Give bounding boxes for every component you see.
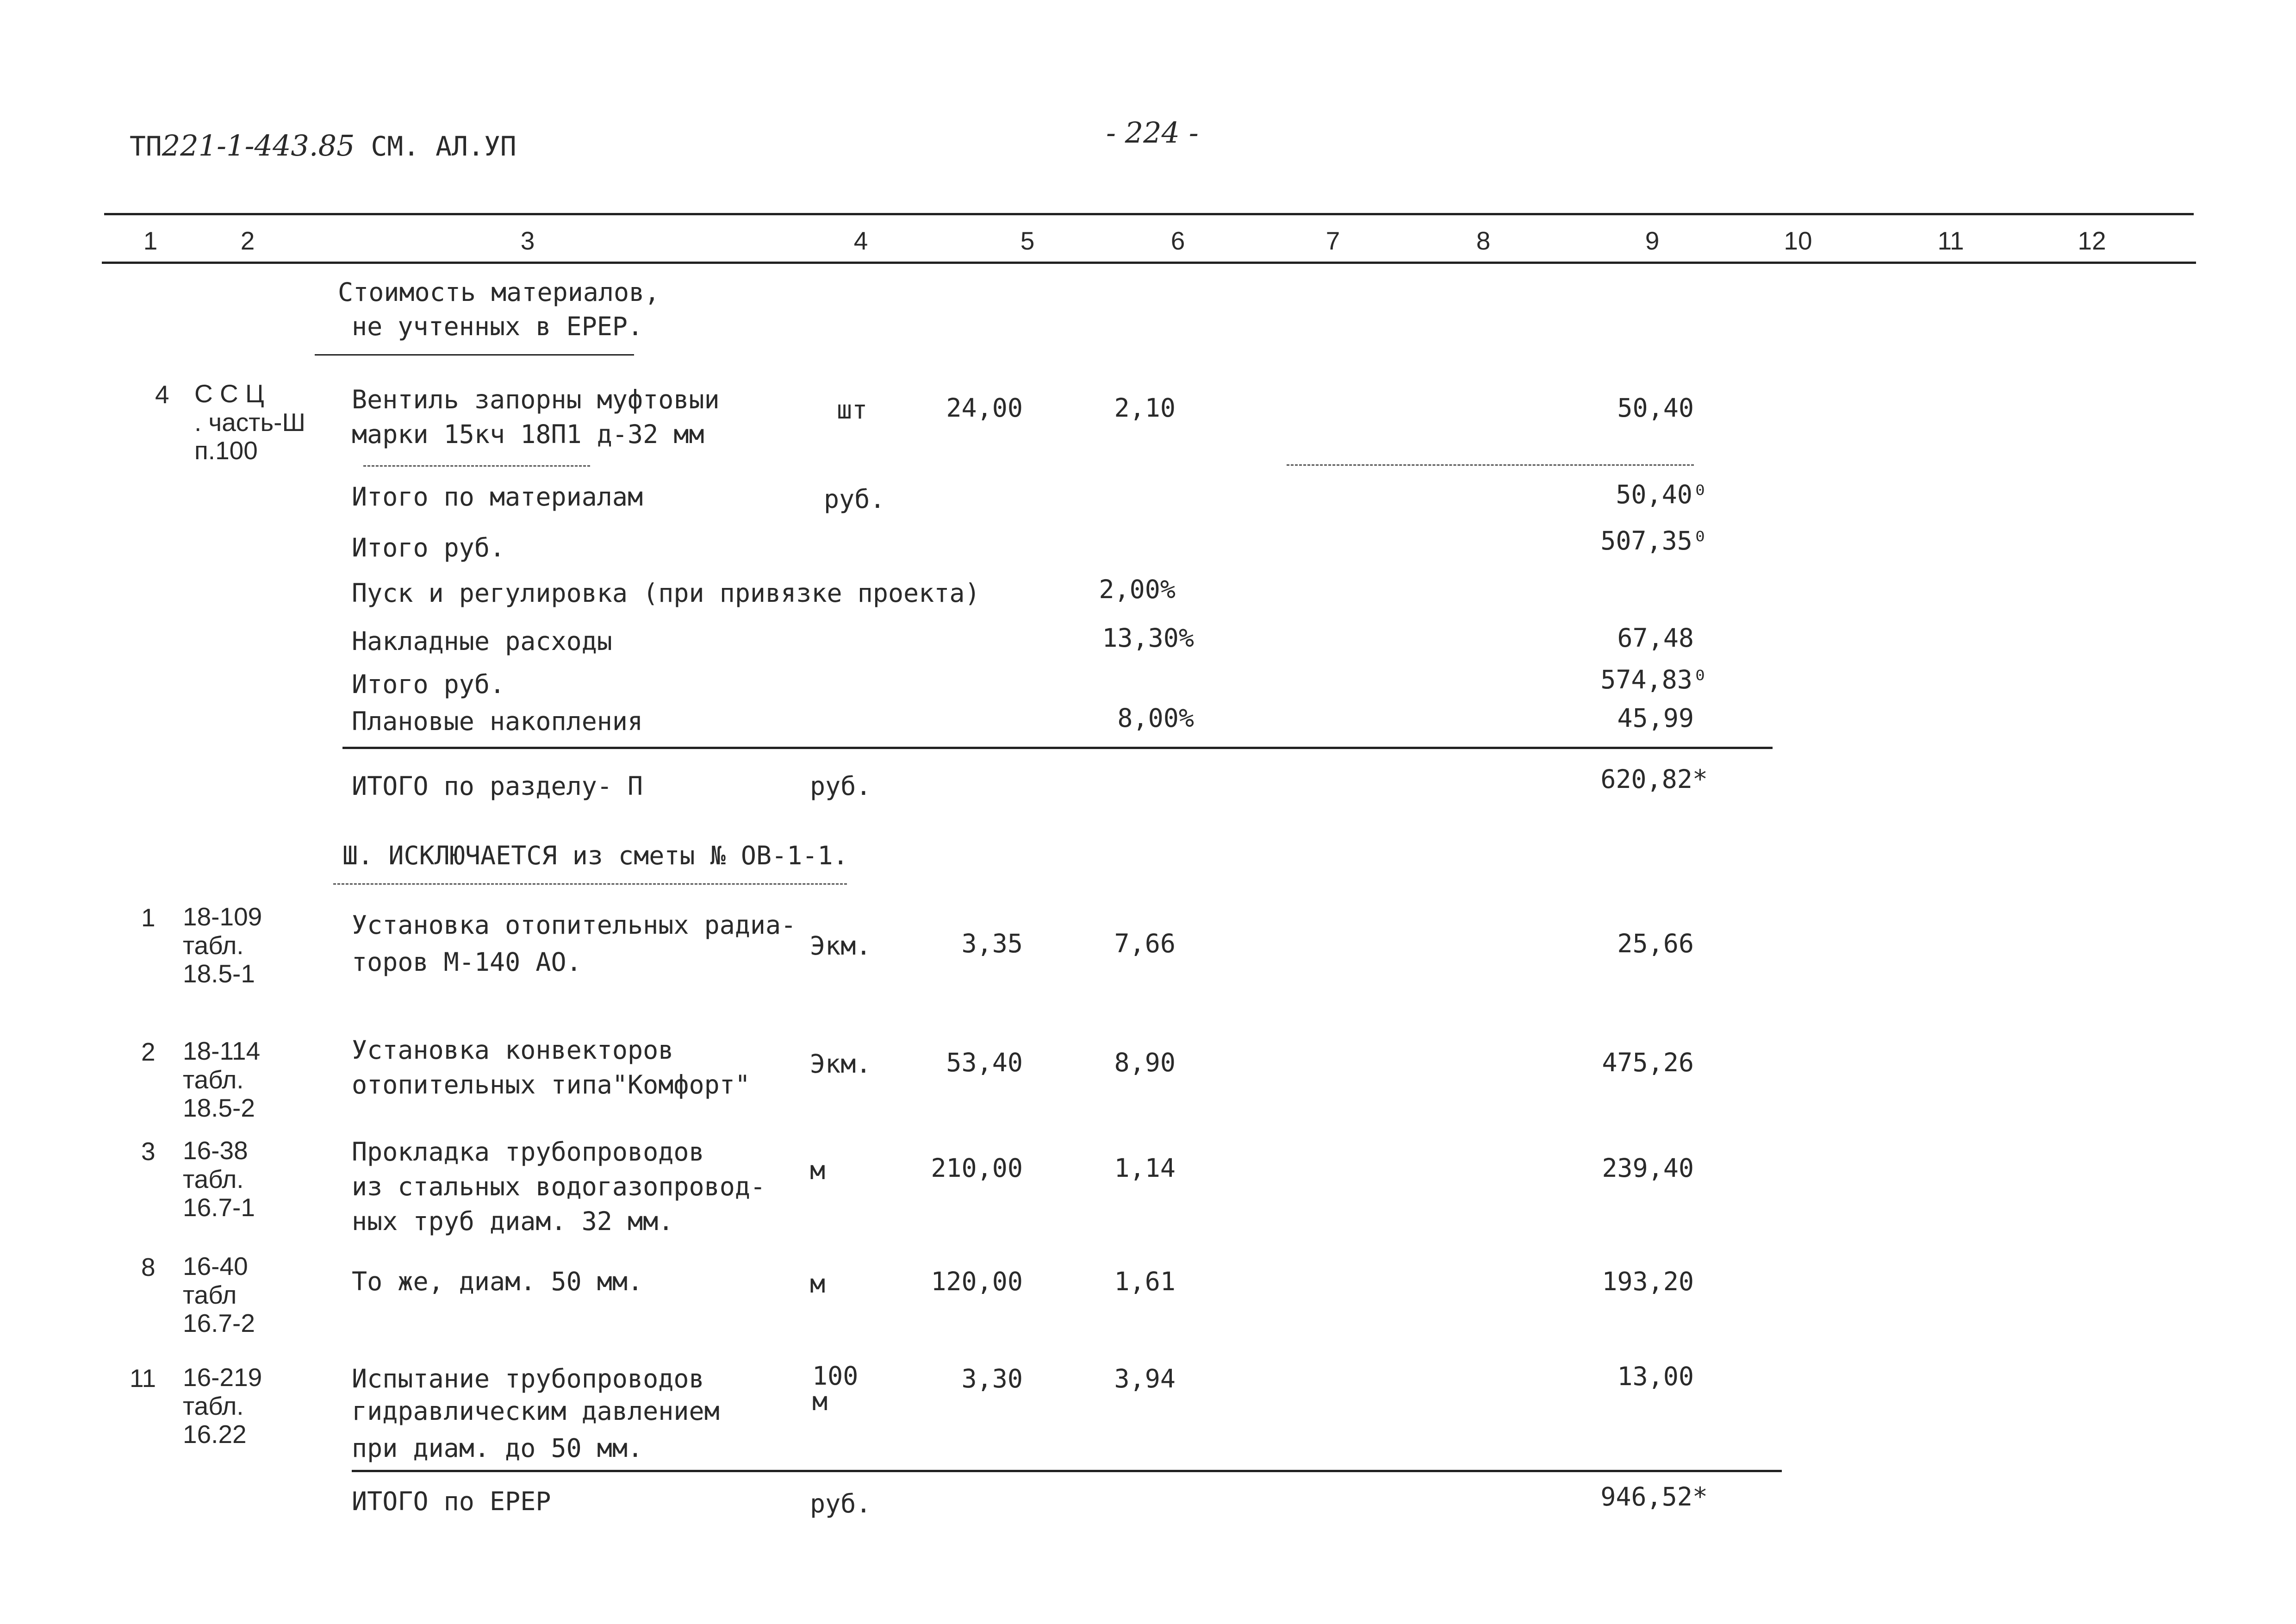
- row-number: 11: [130, 1364, 156, 1393]
- row-number: 8: [141, 1253, 156, 1281]
- row-code-line: 18-109: [183, 902, 262, 931]
- material-code-line: п.100: [194, 436, 258, 465]
- page-number: - 224 -: [1106, 116, 1199, 150]
- section-total-value: 620,82*: [1600, 764, 1708, 794]
- row-code-line: табл.: [183, 931, 244, 960]
- row-code-line: табл.: [183, 1164, 244, 1193]
- summary-label: Пуск и регулировка (при привязке проекта): [352, 578, 980, 608]
- row-code-line: 16-38: [183, 1136, 248, 1165]
- section-title-line1: Стоимость материалов,: [338, 277, 660, 307]
- row-number: 3: [141, 1137, 156, 1166]
- material-qty: 24,00: [946, 393, 1023, 423]
- summary-total: 574,83⁰: [1600, 665, 1708, 694]
- material-desc-line2: марки 15кч 18П1 д-32 мм: [352, 419, 704, 449]
- row-code: [183, 1137, 255, 1222]
- row-desc-line: То же, диам. 50 мм.: [352, 1267, 643, 1296]
- row-qty: 3,30: [961, 1364, 1023, 1393]
- row-desc-line: Установка конвекторов: [352, 1035, 674, 1065]
- material-code-line: . часть-Ш: [194, 407, 305, 437]
- row-desc-line: из стальных водогазопровод-: [352, 1172, 766, 1201]
- row-qty: 120,00: [931, 1267, 1023, 1296]
- section-total-label: ИТОГО по разделу- П: [352, 771, 643, 801]
- row-desc-line: Прокладка трубопроводов: [352, 1137, 704, 1167]
- row-desc-line: при диам. до 50 мм.: [352, 1433, 643, 1463]
- section-title-underline: [315, 354, 634, 356]
- col-header-5: 5: [1020, 226, 1035, 255]
- document-code-prefix: ТП: [130, 131, 162, 162]
- section-title-line2: не учтенных в ЕРЕР.: [352, 312, 643, 341]
- row-code-line: табл.: [183, 1391, 244, 1420]
- row-number: 1: [141, 903, 156, 932]
- summary-total: 67,48: [1617, 623, 1694, 653]
- row-code: [183, 1363, 262, 1449]
- row-desc-line: отопительных типа"Комфорт": [352, 1070, 750, 1099]
- row-price: 7,66: [1114, 929, 1176, 958]
- col-header-4: 4: [853, 226, 868, 255]
- row-desc-line: торов М-140 АО.: [352, 947, 582, 977]
- row-desc-line: Испытание трубопроводов: [352, 1364, 704, 1393]
- material-total: 50,40: [1617, 393, 1694, 423]
- grand-total-label: ИТОГО по ЕРЕР: [352, 1487, 551, 1516]
- material-code-line: С С Ц: [194, 379, 264, 408]
- row-price: 3,94: [1114, 1364, 1176, 1393]
- excluded-heading-underline: [333, 883, 847, 885]
- row-code-line: 16.7-2: [183, 1309, 255, 1338]
- summary-percent: 13,30%: [1102, 623, 1194, 653]
- col-header-11: 11: [1937, 226, 1964, 255]
- row-code: [183, 903, 262, 988]
- row-price: 1,14: [1114, 1153, 1176, 1183]
- row-price: 8,90: [1114, 1048, 1176, 1077]
- row-total: 13,00: [1617, 1362, 1694, 1391]
- col-header-7: 7: [1325, 226, 1340, 255]
- summary-percent: 2,00%: [1099, 575, 1176, 604]
- header-bottom-rule: [102, 262, 2196, 264]
- row-code: [183, 1037, 260, 1123]
- col-header-9: 9: [1645, 226, 1660, 255]
- grand-total-value: 946,52*: [1600, 1482, 1708, 1512]
- col-header-8: 8: [1476, 226, 1491, 255]
- row-qty: 3,35: [961, 929, 1023, 958]
- material-row-underline-right: [1287, 464, 1694, 466]
- row-code-line: 16.22: [183, 1420, 247, 1449]
- col-header-3: 3: [520, 226, 535, 255]
- row-code-line: 16-40: [183, 1252, 248, 1280]
- summary-total: 50,40⁰: [1616, 480, 1708, 509]
- row-number: 2: [141, 1037, 156, 1066]
- col-header-12: 12: [2078, 226, 2106, 255]
- row-code-line: 18.5-1: [183, 959, 255, 988]
- row-code-line: 18-114: [183, 1037, 261, 1065]
- summary-label: Итого по материалам: [352, 482, 643, 512]
- row-price: 1,61: [1114, 1267, 1176, 1296]
- col-header-10: 10: [1784, 226, 1812, 255]
- material-row-underline: [363, 465, 590, 467]
- row-unit: Экм.: [810, 1049, 871, 1079]
- row-desc-line: ных труб диам. 32 мм.: [352, 1206, 674, 1236]
- summary-label: Итого руб.: [352, 669, 505, 699]
- col-header-6: 6: [1170, 226, 1185, 255]
- material-row-code: [194, 380, 305, 465]
- row-code-line: табл: [183, 1280, 237, 1309]
- document-code-number: 221-1-443.85: [162, 129, 355, 162]
- material-unit: шт: [837, 395, 868, 425]
- document-code-suffix: СМ. АЛ.УП: [371, 131, 516, 162]
- row-code-line: табл.: [183, 1065, 244, 1094]
- material-price: 2,10: [1114, 393, 1176, 423]
- summary-unit: руб.: [824, 484, 885, 514]
- row-qty: 210,00: [931, 1153, 1023, 1183]
- row-unit: 100 м: [812, 1361, 859, 1416]
- col-header-1: 1: [143, 226, 158, 255]
- header-top-rule: [104, 213, 2194, 215]
- row-desc-line: Установка отопительных радиа-: [352, 910, 796, 940]
- summary-total: 507,35⁰: [1600, 526, 1708, 556]
- summary-label: Итого руб.: [352, 533, 505, 562]
- material-row-number: 4: [155, 380, 169, 409]
- row-code-line: 16.7-1: [183, 1193, 255, 1222]
- grand-total-rule: [352, 1470, 1782, 1472]
- row-total: 475,26: [1602, 1048, 1694, 1077]
- document-code: [130, 129, 516, 163]
- col-header-2: 2: [240, 226, 255, 255]
- row-unit: м: [810, 1156, 826, 1185]
- grand-total-unit: руб.: [810, 1489, 871, 1518]
- summary-label: Накладные расходы: [352, 626, 612, 656]
- material-desc-line1: Вентиль запорны муфтовыи: [352, 385, 720, 414]
- section-total-unit: руб.: [810, 771, 871, 801]
- row-desc-line: гидравлическим давлением: [352, 1396, 720, 1426]
- excluded-heading: Ш. ИСКЛЮЧАЕТСЯ из сметы № ОВ-1-1.: [342, 841, 848, 870]
- summary-total: 45,99: [1617, 703, 1694, 733]
- row-code-line: 16-219: [183, 1363, 262, 1392]
- row-total: 25,66: [1617, 929, 1694, 958]
- row-total: 193,20: [1602, 1267, 1694, 1296]
- row-code-line: 18.5-2: [183, 1093, 255, 1123]
- row-code: [183, 1252, 255, 1338]
- row-qty: 53,40: [946, 1048, 1023, 1077]
- row-unit: Экм.: [810, 931, 871, 961]
- row-total: 239,40: [1602, 1153, 1694, 1183]
- summary-underline: [342, 747, 1773, 749]
- summary-percent: 8,00%: [1117, 703, 1194, 733]
- summary-label: Плановые накопления: [352, 706, 643, 736]
- row-unit: м: [810, 1269, 826, 1299]
